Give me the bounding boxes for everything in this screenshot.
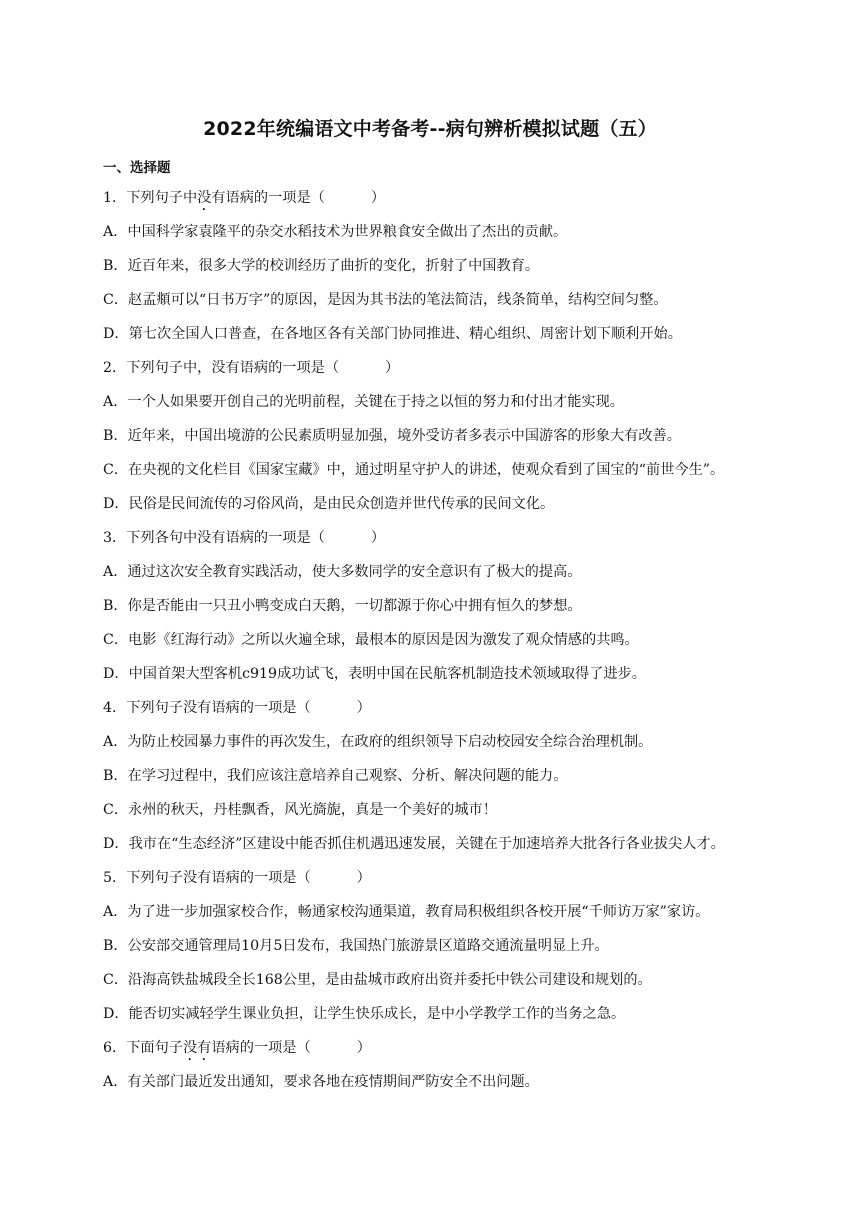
option-line: D．第七次全国人口普查，在各地区各有关部门协同推进、精心组织、周密计划下顺利开始。 <box>103 326 682 342</box>
emphasis-text: 没有 <box>182 1040 212 1056</box>
option-line: A．为了进一步加强家校合作，畅通家校沟通渠道，教育局积极组织各校开展“千师访万家”家访。 <box>103 904 710 920</box>
option-line: B．你是否能由一只丑小鸭变成白天鹅，一切都源于你心中拥有恒久的梦想。 <box>103 598 582 614</box>
question-stem: 1．下列句子中没有语病的一项是（ ） <box>103 190 386 206</box>
option-line: D．我市在“生态经济”区建设中能否抓住机遇迅速发展，关键在于加速培养大批各行各业拔尖人才。 <box>103 836 725 852</box>
option-line: D．民俗是民间流传的习俗风尚，是由民众创造并世代传承的民间文化。 <box>103 496 555 512</box>
question-stem: 5．下列句子没有语病的一项是（ ） <box>103 870 371 886</box>
option-line: C．沿海高铁盐城段全长168公里，是由盐城市政府出资并委托中铁公司建设和规划的。 <box>103 972 652 988</box>
option-line: D．中国首架大型客机c919成功试飞，表明中国在民航客机制造技术领域取得了进步。 <box>103 666 646 682</box>
option-line: A．一个人如果要开创自己的光明前程，关键在于持之以恒的努力和付出才能实现。 <box>103 394 624 410</box>
option-line: A．有关部门最近发出通知，要求各地在疫情期间严防安全不出问题。 <box>103 1074 539 1090</box>
option-line: B．近百年来，很多大学的校训经历了曲折的变化，折射了中国教育。 <box>103 258 540 274</box>
option-line: A．中国科学家袁隆平的杂交水稻技术为世界粮食安全做出了杰出的贡献。 <box>103 224 568 240</box>
question-stem: 3．下列各句中没有语病的一项是（ ） <box>103 530 386 546</box>
option-line: C．在央视的文化栏目《国家宝藏》中，通过明星守护人的讲述，使观众看到了国宝的“前世今生”。 <box>103 462 725 478</box>
question-stem: 2．下列句子中，没有语病的一项是（ ） <box>103 360 400 376</box>
option-line: B．在学习过程中，我们应该注意培养自己观察、分析、解决问题的能力。 <box>103 768 568 784</box>
option-line: C．电影《红海行动》之所以火遍全球，最根本的原因是因为激发了观众情感的共鸣。 <box>103 632 639 648</box>
question-stem: 6．下面句子没有语病的一项是（ ） <box>103 1040 371 1056</box>
question-stem: 4．下列句子没有语病的一项是（ ） <box>103 700 371 716</box>
option-line: C．赵孟頫可以“日书万字”的原因，是因为其书法的笔法简洁，线条简单，结构空间匀整。 <box>103 292 668 308</box>
option-line: B．近年来，中国出境游的公民素质明显加强，境外受访者多表示中国游客的形象大有改善。 <box>103 428 681 444</box>
option-line: B．公安部交通管理局10月5日发布，我国热门旅游景区道路交通流量明显上升。 <box>103 938 609 954</box>
emphasis-text: 没 <box>197 190 212 206</box>
option-line: C．永州的秋天，丹桂飘香，风光旖旎，真是一个美好的城市！ <box>103 802 497 818</box>
page-title: 2022年统编语文中考备考--病句辨析模拟试题（五） <box>203 118 657 140</box>
option-line: D．能否切实减轻学生课业负担，让学生快乐成长，是中小学教学工作的当务之急。 <box>103 1006 626 1022</box>
option-line: A．为防止校园暴力事件的再次发生，在政府的组织领导下启动校园安全综合治理机制。 <box>103 734 653 750</box>
option-line: A．通过这次安全教育实践活动，使大多数同学的安全意识有了极大的提高。 <box>103 564 582 580</box>
section-heading: 一、选择题 <box>103 160 171 176</box>
